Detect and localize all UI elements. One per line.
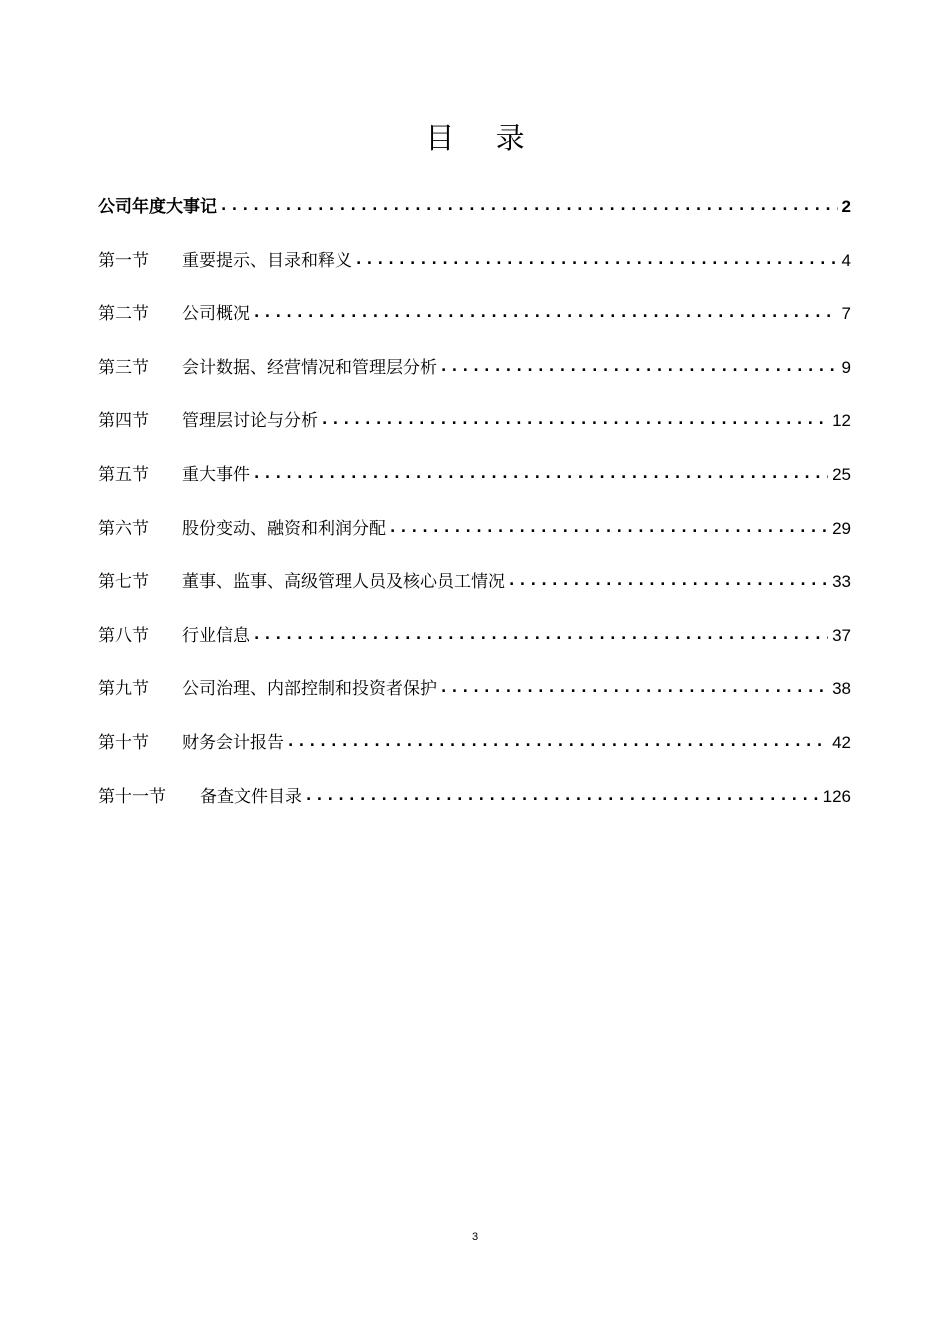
toc-entry-section-2[interactable] xyxy=(98,299,851,353)
toc-entry-name: 重要提示、目录和释义 xyxy=(182,250,352,271)
toc-dot-leader xyxy=(390,514,828,534)
toc-page-number: 4 xyxy=(841,250,851,270)
toc-page-number: 12 xyxy=(832,411,851,431)
toc-section-label: 第十节 xyxy=(98,732,149,753)
page-number-footer: 3 xyxy=(471,1231,479,1243)
toc-dot-leader xyxy=(441,353,838,373)
toc-entry-name: 股份变动、融资和利润分配 xyxy=(182,518,386,539)
toc-page-number: 42 xyxy=(832,732,851,752)
toc-dot-leader xyxy=(254,299,838,319)
toc-entry-name: 公司治理、内部控制和投资者保护 xyxy=(182,679,437,700)
toc-entry-section-6[interactable] xyxy=(98,514,851,568)
toc-page-number: 7 xyxy=(841,304,851,324)
toc-section-label: 第四节 xyxy=(98,411,149,432)
toc-section-label: 第三节 xyxy=(98,357,149,378)
toc-entry-section-3[interactable] xyxy=(98,353,851,407)
toc-entry-section-5[interactable] xyxy=(98,460,851,514)
toc-entry-name: 备查文件目录 xyxy=(200,786,302,807)
toc-section-label: 第五节 xyxy=(98,464,149,485)
toc-page-number: 37 xyxy=(832,625,851,645)
toc-entry-name: 公司年度大事记 xyxy=(98,197,217,217)
toc-page-number: 126 xyxy=(822,786,851,806)
page-title: 目 录 xyxy=(425,121,541,155)
toc-dot-leader xyxy=(441,674,828,694)
toc-dot-leader xyxy=(254,621,828,641)
toc-section-label: 第十一节 xyxy=(98,786,166,807)
toc-entry-section-10[interactable] xyxy=(98,728,851,782)
toc-dot-leader xyxy=(254,460,828,480)
toc-entry-name: 财务会计报告 xyxy=(182,732,284,753)
toc-dot-leader xyxy=(322,406,828,426)
toc-dot-leader xyxy=(356,246,838,266)
toc-entry-name: 会计数据、经营情况和管理层分析 xyxy=(182,357,437,378)
toc-entry-section-4[interactable] xyxy=(98,406,851,460)
toc-section-label: 第九节 xyxy=(98,679,149,700)
toc-section-label: 第二节 xyxy=(98,304,149,325)
toc-entry-section-9[interactable] xyxy=(98,674,851,728)
toc-entry-annual-events[interactable] xyxy=(98,192,851,246)
toc-entry-name: 管理层讨论与分析 xyxy=(182,411,318,432)
toc-list xyxy=(98,192,851,835)
toc-dot-leader xyxy=(306,782,819,802)
toc-section-label: 第一节 xyxy=(98,250,149,271)
toc-dot-leader xyxy=(509,567,828,587)
toc-section-label: 第八节 xyxy=(98,625,149,646)
toc-page-number: 25 xyxy=(832,464,851,484)
toc-entry-section-11[interactable] xyxy=(98,782,851,836)
toc-page-number: 38 xyxy=(832,679,851,699)
toc-dot-leader xyxy=(221,192,838,212)
toc-page-number: 9 xyxy=(841,357,851,377)
toc-entry-name: 行业信息 xyxy=(182,625,250,646)
toc-page-number: 2 xyxy=(841,197,851,216)
toc-section-label: 第七节 xyxy=(98,572,149,593)
toc-entry-section-8[interactable] xyxy=(98,621,851,675)
toc-section-label: 第六节 xyxy=(98,518,149,539)
toc-page-number: 29 xyxy=(832,518,851,538)
toc-entry-name: 重大事件 xyxy=(182,464,250,485)
toc-entry-name: 公司概况 xyxy=(182,304,250,325)
toc-entry-section-7[interactable] xyxy=(98,567,851,621)
toc-page-number: 33 xyxy=(832,572,851,592)
toc-entry-section-1[interactable] xyxy=(98,246,851,300)
toc-entry-name: 董事、监事、高级管理人员及核心员工情况 xyxy=(182,572,505,593)
toc-dot-leader xyxy=(288,728,828,748)
